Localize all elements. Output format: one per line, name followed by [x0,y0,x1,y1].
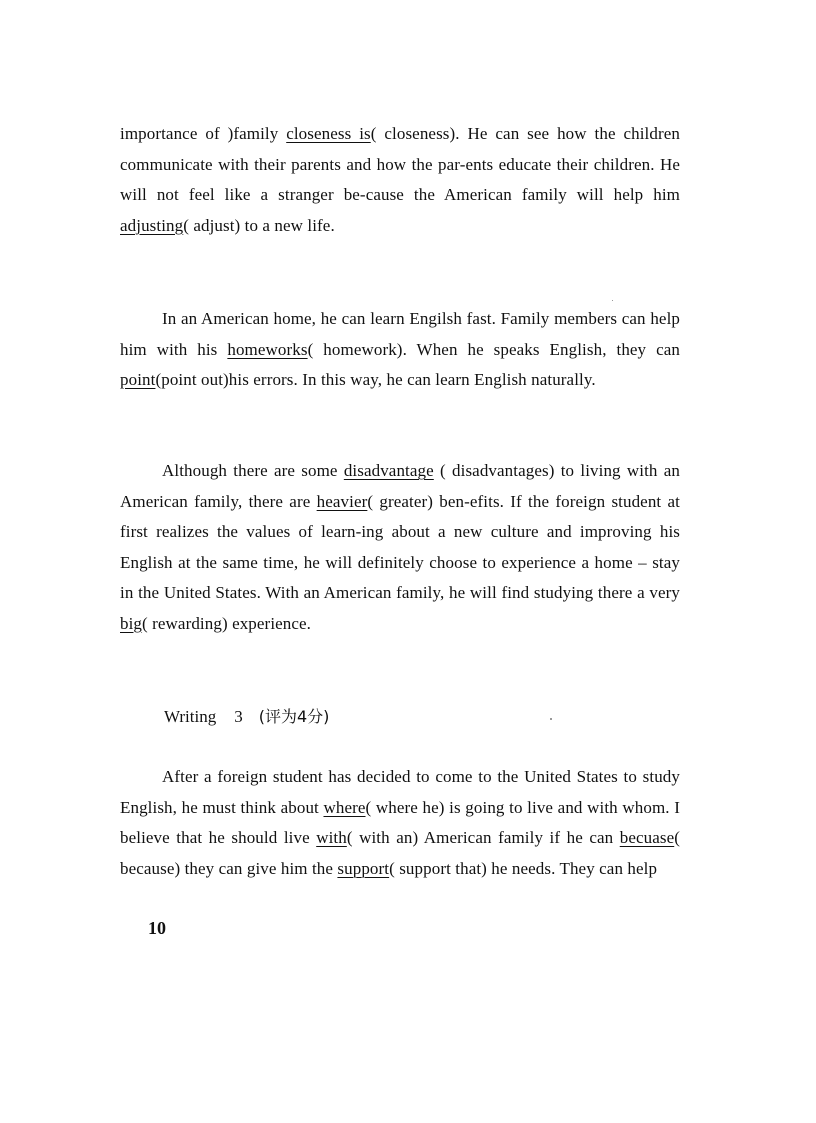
paragraph-4 [120,762,680,884]
text-segment: In an American home, he can learn Engilsh fast. Family members can help him with his [120,309,680,359]
text-segment: ( closeness). He can see how the children communicate with their parents and how the par-ents educate their children. He will not feel like a stranger be-cause the American family will help him [120,124,680,204]
corrected-word: support [337,858,390,878]
text-segment: Although there are some [162,461,344,480]
text-segment: ( support that) he needs. They can help [389,858,658,878]
corrected-word: big [120,613,143,633]
corrected-word: closeness is [286,124,371,143]
text-segment: ( adjust) to a new life. [183,215,335,235]
heading-label: Writing [164,707,217,726]
paragraph-3 [120,456,680,639]
text-segment: (point out)his errors. In this way, he can learn English naturally. [155,370,596,389]
text-segment: ( homework). When he speaks English, they can [307,339,680,359]
corrected-word: point [120,370,156,389]
page-number: 10 [148,918,166,938]
heading-score-note: (评为4分) [258,707,330,726]
corrected-word: where [323,797,366,817]
text-segment: ( with an) American family if he can [346,828,620,847]
text-segment: ( disadvantages) to living with an American family, there are [120,461,681,511]
section-heading [164,702,329,732]
corrected-word: with [316,828,347,847]
text-segment: ( greater) ben-efits. If the foreign student at first realizes the values of learn-ing about a new culture and improving his English at the same time, he will definitely choose to experience a home – stay in the United States. With an American family, he will find studying there a very [120,491,680,602]
text-segment: ( rewarding) experience. [142,613,312,633]
corrected-word: disadvantage [343,461,434,480]
text-segment: ( where he) is going to live and with whom. I believe that he should live [120,797,680,847]
text-segment: ( because) they can give him the [120,828,680,878]
paragraph-2 [120,304,680,396]
corrected-word: homeworks [227,339,308,359]
corrected-word: adjusting [120,215,184,235]
heading-number: 3 [234,707,243,726]
corrected-word: becuase [619,828,675,847]
text-segment: After a foreign student has decided to come to the United States to study English, he must think about [120,767,680,817]
paragraph-1 [120,119,680,241]
corrected-word: heavier [316,491,368,511]
scan-speck [550,718,552,720]
text-segment: importance of )family [120,124,287,143]
scan-speck [612,300,613,301]
